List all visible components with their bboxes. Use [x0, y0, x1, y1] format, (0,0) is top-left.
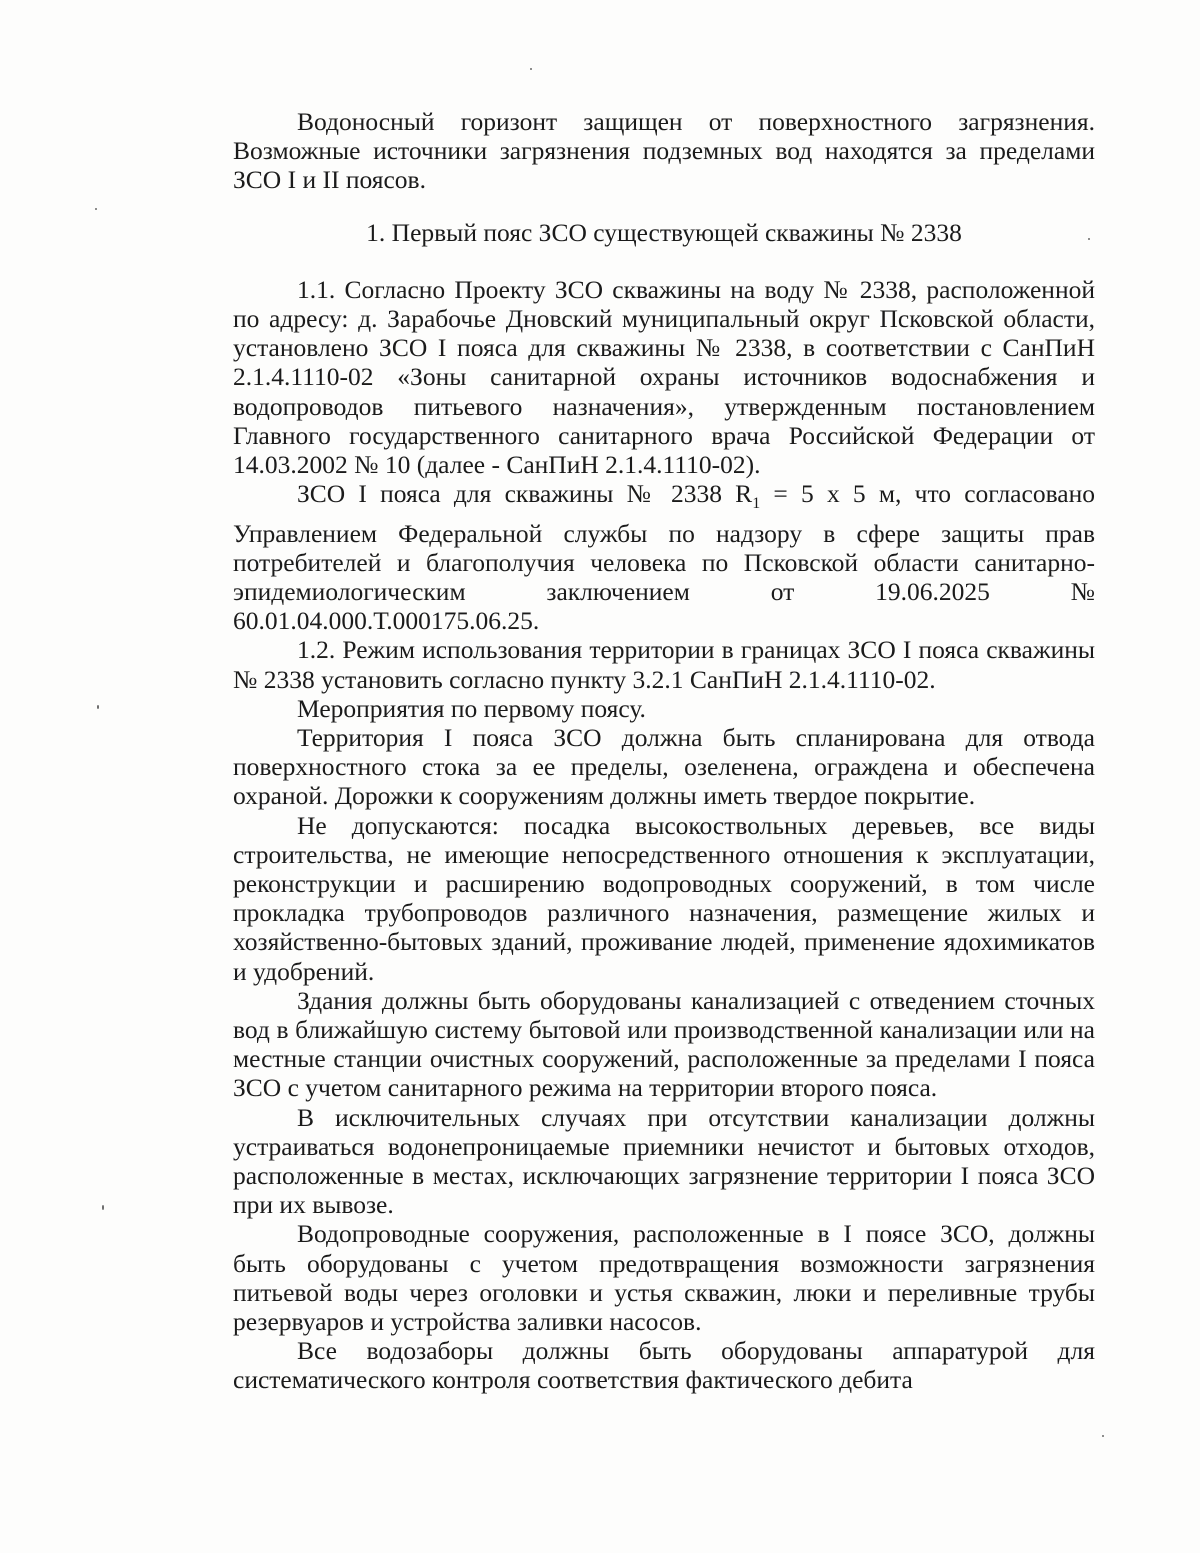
radius-subscript: 1: [752, 495, 761, 513]
section-heading: 1. Первый пояс ЗСО существующей скважины № 2338: [366, 217, 962, 247]
paragraph-territory: Территория I пояса ЗСО должна быть спланирована для отвода поверхностного стока за ее пределы, озеленена, ограждена и обеспечена охраной. Дорожки к сооружениям должны иметь твердое покрытие.: [233, 722, 1095, 811]
document-body: [233, 107, 1095, 1395]
scan-speck: [1102, 1435, 1104, 1437]
paragraph-water-intakes: Все водозаборы должны быть оборудованы аппаратурой для систематического контроля соответствия фактического дебита: [233, 1336, 1095, 1395]
scan-speck: [102, 1205, 104, 1210]
paragraph-exceptional: В исключительных случаях при отсутствии канализации должны устраиваться водонепроницаемые приемники нечистот и бытовых отходов, расположенные в местах, исключающих загрязнение территории I пояса ЗСО при их вывозе.: [233, 1102, 1095, 1220]
intro-paragraph: Водоносный горизонт защищен от поверхностного загрязнения. Возможные источники загрязнения подземных вод находятся за пределами ЗСО I и II поясов.: [233, 107, 1095, 195]
paragraph-1-1: 1.1. Согласно Проекту ЗСО скважины на воду № 2338, расположенной по адресу: д. Зарабочье Дновский муниципальный округ Псковской области, установлено ЗСО I пояса для скважины № 2338, в соответствии с СанПиН 2.1.4.1110-02 «Зоны санитарной охраны источников водоснабжения и водопроводов питьевого назначения», утвержденным постановлением Главного государственного санитарного врача Российской Федерации от 14.03.2002 № 10 (далее - СанПиН 2.1.4.1110-02).: [233, 274, 1095, 480]
scan-speck: [530, 68, 532, 70]
radius-text-start: ЗСО I пояса для скважины № 2338 R: [297, 479, 753, 509]
paragraph-radius: [233, 479, 1095, 635]
paragraph-prohibited: Не допускаются: посадка высокоствольных деревьев, все виды строительства, не имеющие непосредственного отношения к эксплуатации, реконструкции и расширению водопроводных сооружений, в том числе прокладка трубопроводов различного назначения, размещение жилых и хозяйственно-бытовых зданий, проживание людей, применение ядохимикатов и удобрений.: [233, 810, 1095, 986]
scan-speck: [95, 208, 97, 210]
paragraph-sewerage: Здания должны быть оборудованы канализацией с отведением сточных вод в ближайшую систему бытовой или производственной канализации или на местные станции очистных сооружений, расположенные за пределами I пояса ЗСО с учетом санитарного режима на территории второго пояса.: [233, 985, 1095, 1103]
scan-speck: [97, 705, 99, 709]
radius-text-end: = 5 х 5 м, что согласовано Управлением Федеральной службы по надзору в сфере защиты прав потребителей и благополучия человека по Псковской области санитарно-эпидемиологическим заключением от 19.06.2025 № 60.01.04.000.Т.000175.06.25.: [233, 479, 1095, 636]
paragraph-water-structures: Водопроводные сооружения, расположенные в I поясе ЗСО, должны быть оборудованы с учетом предотвращения возможности загрязнения питьевой воды через оголовки и устья скважин, люки и переливные трубы резервуаров и устройства заливки насосов.: [233, 1219, 1095, 1337]
measures-title: Мероприятия по первому поясу.: [297, 693, 646, 723]
paragraph-1-2: 1.2. Режим использования территории в границах ЗСО I пояса скважины № 2338 установить согласно пункту 3.2.1 СанПиН 2.1.4.1110-02.: [233, 635, 1095, 694]
